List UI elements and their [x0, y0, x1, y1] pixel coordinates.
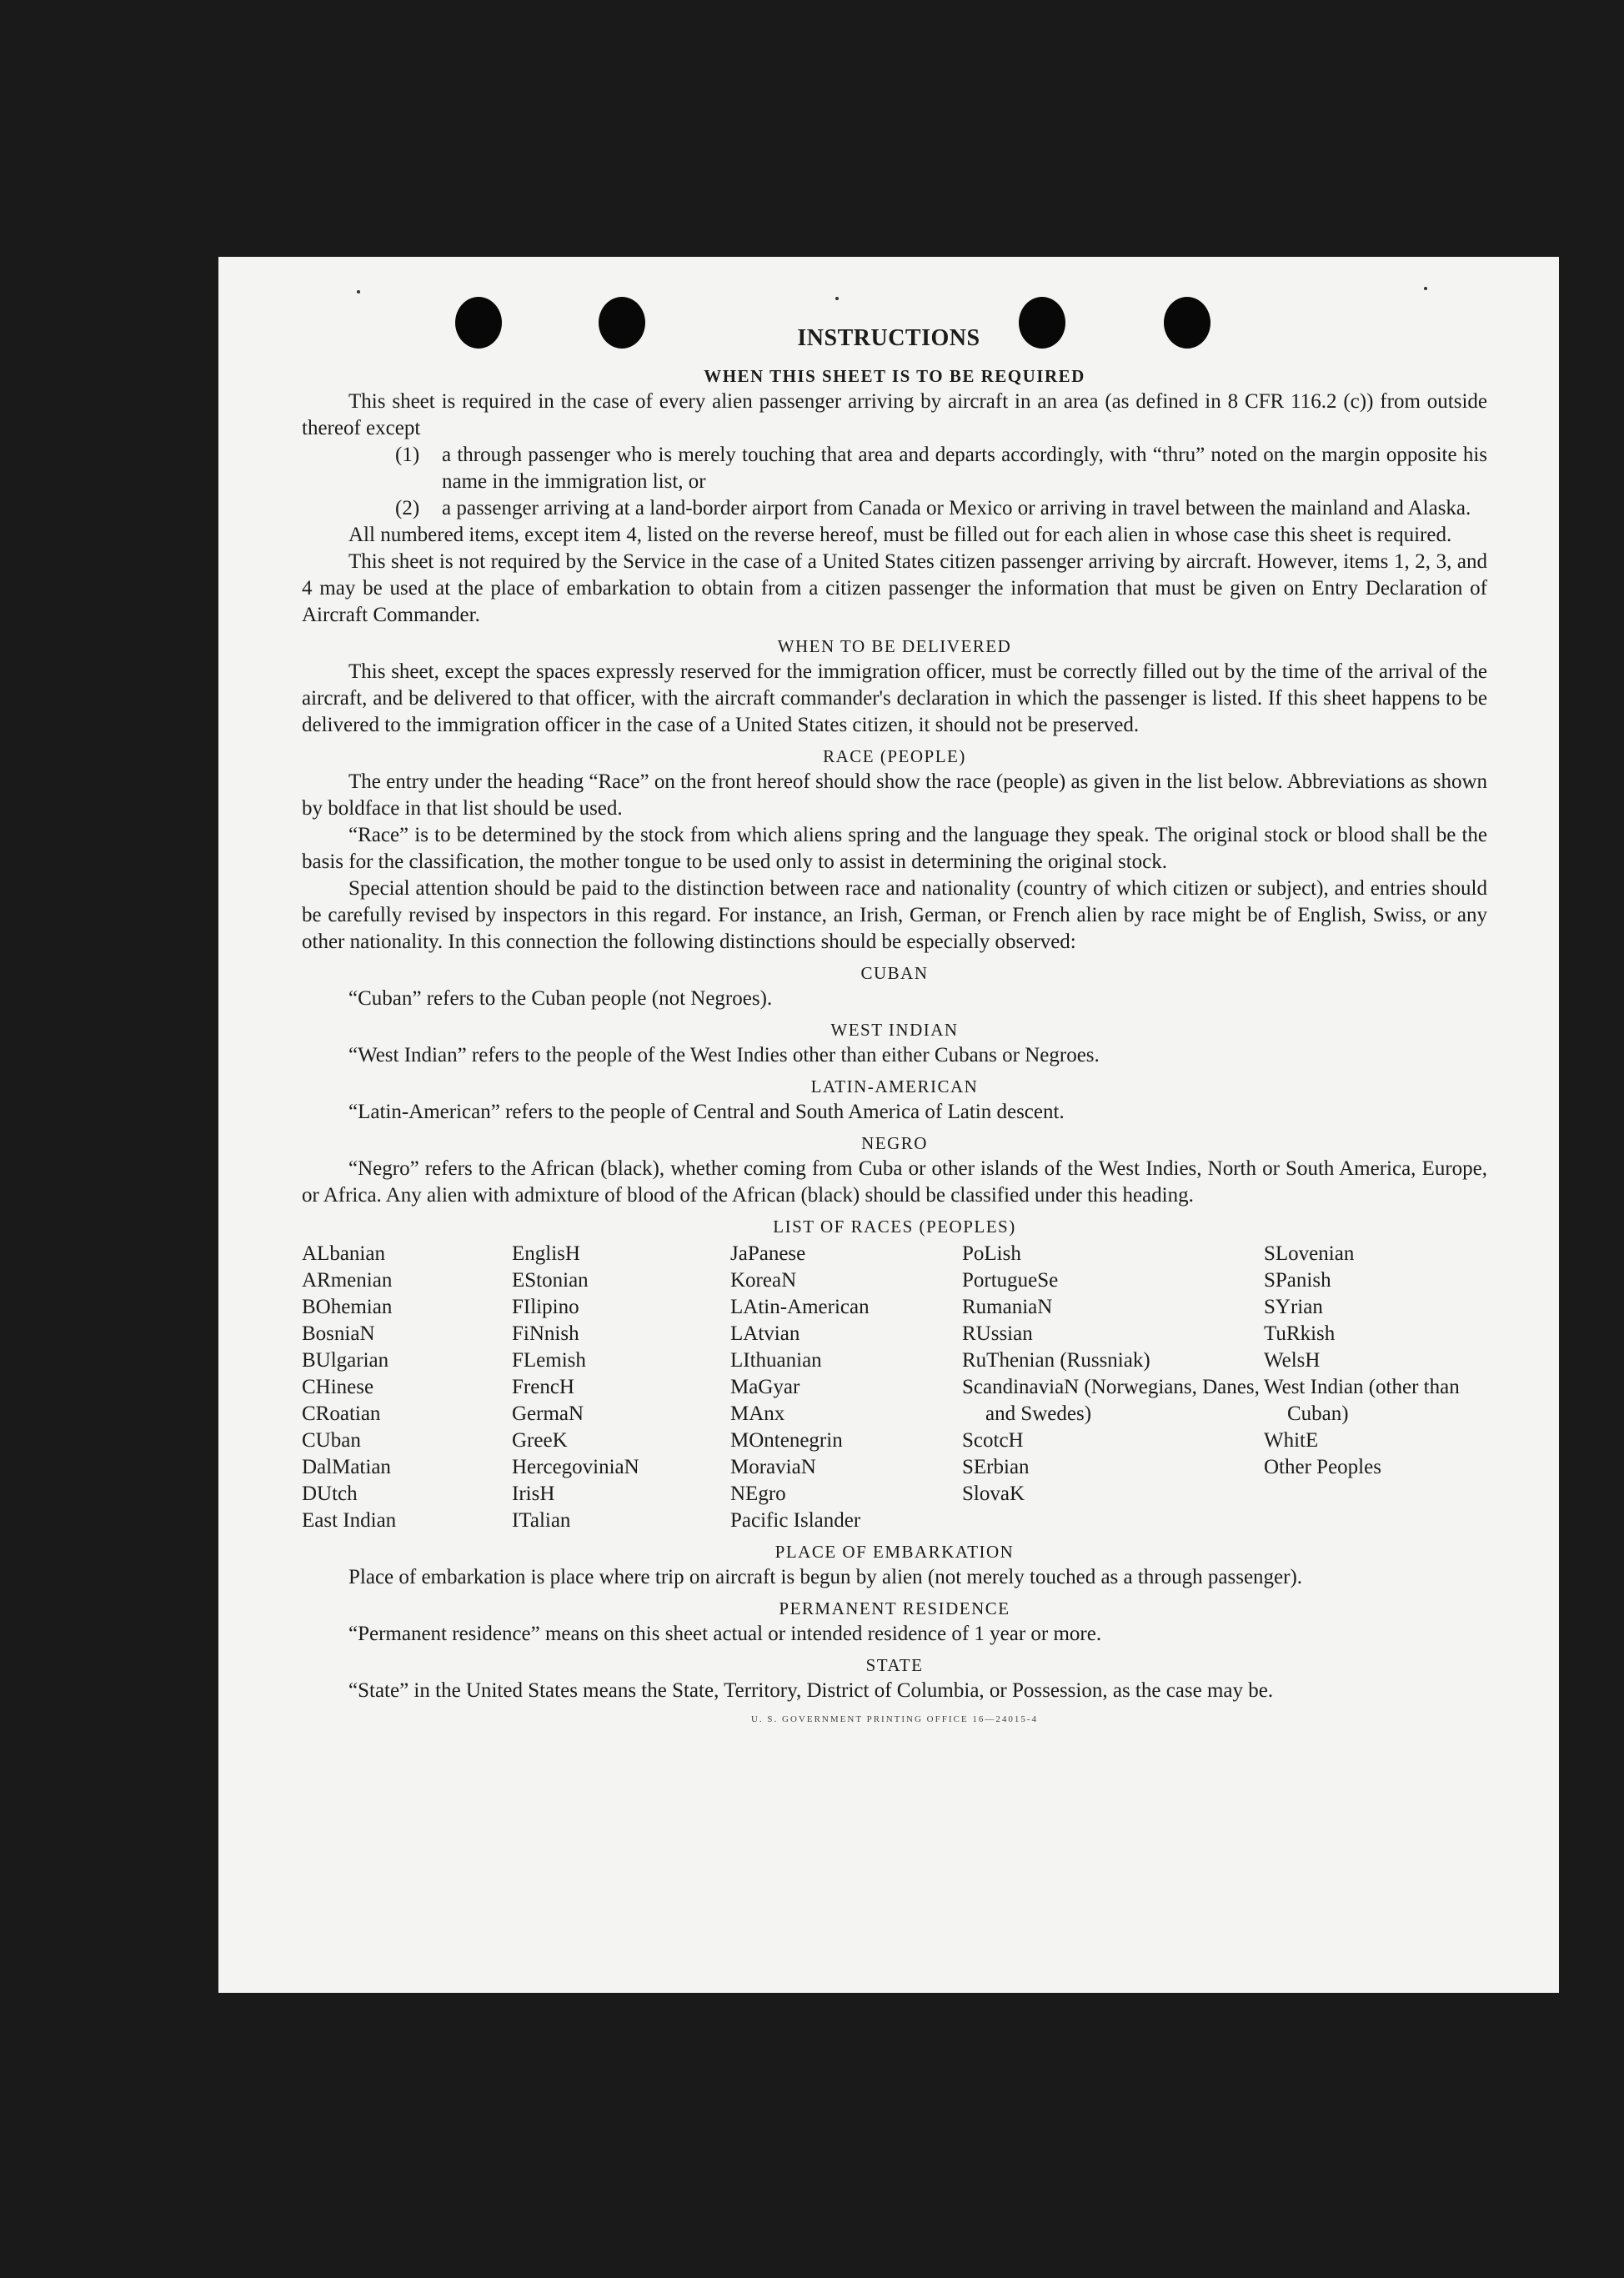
race-entry: DalMatian: [302, 1456, 391, 1478]
race-entry: FrencH: [512, 1376, 574, 1398]
race-entry: IrisH: [512, 1483, 555, 1505]
race-entry: DUtch: [302, 1483, 358, 1505]
paragraph: “Negro” refers to the African (black), whether coming from Cuba or other islands of the West Indies, North or South America, Europe, or Africa. Any alien with admixture of blood of the African (black) should be classified under this heading.: [302, 1157, 1487, 1207]
race-entry: JaPanese: [730, 1242, 806, 1265]
paragraph: “Latin-American” refers to the people of Central and South America of Latin descent.: [348, 1101, 1065, 1123]
race-entry: CRoatian: [302, 1402, 381, 1425]
race-entry: EnglisH: [512, 1242, 580, 1265]
paragraph: Place of embarkation is place where trip on aircraft is begun by alien (not merely touched as a through passenger).: [348, 1566, 1303, 1588]
race-entry: SLovenian: [1264, 1242, 1355, 1265]
speck: [835, 297, 839, 300]
race-entry: LIthuanian: [730, 1349, 822, 1372]
section-heading-delivered: WHEN TO BE DELIVERED: [777, 636, 1012, 656]
race-entry: ScotcH: [962, 1429, 1024, 1452]
race-entry: ALbanian: [302, 1242, 385, 1265]
paragraph: “West Indian” refers to the people of the West Indies other than either Cubans or Negroes.: [348, 1044, 1100, 1066]
race-entry: MAnx: [730, 1402, 785, 1425]
race-entry: MoraviaN: [730, 1456, 816, 1478]
paragraph: Special attention should be paid to the distinction between race and nationality (country of which citizen or subject), and entries should be carefully revised by inspectors in this regard. For instance, an Irish, German, or French alien by race might be of English, Swiss, or any other nationality. In this connection the following distinctions should be especially observed:: [302, 877, 1487, 953]
race-entry: Other Peoples: [1264, 1456, 1381, 1478]
section-heading-negro: NEGRO: [861, 1133, 928, 1153]
item-number: (2): [395, 497, 420, 519]
speck: [1424, 287, 1427, 290]
paragraph: This sheet, except the spaces expressly reserved for the immigration officer, must be correctly filled out by the time of the arrival of the aircraft, and be delivered to that officer, with the aircraft commander's declaration in which the passenger is listed. If this sheet happens to be delivered to the immigration officer in the case of a United States citizen, it should not be preserved.: [302, 660, 1487, 736]
race-entry: SPanish: [1264, 1269, 1331, 1292]
speck: [357, 290, 360, 294]
race-entry: BUlgarian: [302, 1349, 389, 1372]
item-number: (1): [395, 444, 420, 466]
races-column: [962, 1241, 1264, 1534]
race-entry: SlovaK: [962, 1483, 1025, 1505]
race-entry: LAtvian: [730, 1322, 800, 1345]
race-entry: RuThenian (Russniak): [962, 1349, 1150, 1372]
paragraph: All numbered items, except item 4, listed on the reverse hereof, must be filled out for each alien in whose case this sheet is required.: [348, 524, 1452, 546]
race-entry: FLemish: [512, 1349, 586, 1372]
paragraph: This sheet is not required by the Service in the case of a United States citizen passenger arriving by aircraft. However, items 1, 2, 3, and 4 may be used at the place of embarkation to obtain from a citizen passenger the information that must be given on Entry Declaration of Aircraft Commander.: [302, 550, 1487, 626]
races-column: [730, 1241, 962, 1534]
race-entry: FIlipino: [512, 1296, 579, 1318]
paragraph: This sheet is required in the case of every alien passenger arriving by aircraft in an area (as defined in 8 CFR 116.2 (c)) from outside thereof except: [302, 390, 1487, 439]
race-entry: SYrian: [1264, 1296, 1323, 1318]
race-entry: EStonian: [512, 1269, 589, 1292]
races-list: [302, 1241, 1487, 1534]
page-title: INSTRUCTIONS: [797, 325, 980, 351]
section-heading-required: WHEN THIS SHEET IS TO BE REQUIRED: [704, 366, 1085, 386]
section-heading-latin-american: LATIN-AMERICAN: [810, 1076, 979, 1096]
race-entry: LAtin-American: [730, 1296, 870, 1318]
instructions-body: [302, 359, 1487, 1726]
race-entry: ITalian: [512, 1509, 571, 1532]
races-column: [512, 1241, 730, 1534]
race-entry: East Indian: [302, 1509, 397, 1532]
race-entry: RumaniaN: [962, 1296, 1053, 1318]
race-entry: BosniaN: [302, 1322, 375, 1345]
section-heading-races-list: LIST OF RACES (PEOPLES): [773, 1217, 1016, 1237]
race-entry: FiNnish: [512, 1322, 579, 1345]
paragraph: The entry under the heading “Race” on the front hereof should show the race (people) as given in the list below. Abbreviations as shown by boldface in that list should be used.: [302, 770, 1487, 820]
race-entry: CHinese: [302, 1376, 374, 1398]
race-entry: Pacific Islander: [730, 1509, 861, 1532]
race-entry: PortugueSe: [962, 1269, 1059, 1292]
section-heading-residence: PERMANENT RESIDENCE: [779, 1598, 1010, 1618]
race-entry: TuRkish: [1264, 1322, 1336, 1345]
paragraph: “State” in the United States means the State, Territory, District of Columbia, or Possession, as the case may be.: [348, 1679, 1274, 1702]
section-heading-west-indian: WEST INDIAN: [830, 1020, 959, 1040]
race-entry: KoreaN: [730, 1269, 797, 1292]
item-text: a through passenger who is merely touching that area and departs accordingly, with “thru” noted on the margin opposite his name in the immigration list, or: [442, 444, 1487, 493]
race-entry: WelsH: [1264, 1349, 1321, 1372]
numbered-item: [395, 442, 1487, 495]
printing-office-footer: U. S. GOVERNMENT PRINTING OFFICE 16—24015-4: [750, 1714, 1038, 1724]
section-heading-embarkation: PLACE OF EMBARKATION: [774, 1542, 1015, 1562]
race-entry: GermaN: [512, 1402, 584, 1425]
race-entry: SErbian: [962, 1456, 1030, 1478]
race-entry: MaGyar: [730, 1376, 800, 1398]
race-entry: PoLish: [962, 1242, 1021, 1265]
race-entry: BOhemian: [302, 1296, 393, 1318]
document-page: [218, 257, 1559, 1993]
race-entry: HercegoviniaN: [512, 1456, 639, 1478]
numbered-item: [395, 495, 1487, 522]
section-heading-cuban: CUBAN: [860, 963, 929, 983]
paragraph: “Race” is to be determined by the stock from which aliens spring and the language they speak. The original stock or blood shall be the basis for the classification, the mother tongue to be used only to assist in determining the original stock.: [302, 824, 1487, 873]
race-entry: WhitE: [1264, 1429, 1319, 1452]
races-column: [302, 1241, 512, 1534]
race-entry: GreeK: [512, 1429, 568, 1452]
race-entry: MOntenegrin: [730, 1429, 843, 1452]
race-entry: CUban: [302, 1429, 361, 1452]
race-entry: ScandinaviaN (Norwegians, Danes, and Swedes): [962, 1376, 1260, 1425]
section-heading-race: RACE (PEOPLE): [823, 746, 966, 766]
paragraph: “Cuban” refers to the Cuban people (not Negroes).: [348, 987, 773, 1010]
race-entry: NEgro: [730, 1483, 786, 1505]
paragraph: “Permanent residence” means on this sheet actual or intended residence of 1 year or more.: [348, 1623, 1102, 1645]
race-entry: ARmenian: [302, 1269, 393, 1292]
race-entry: RUssian: [962, 1322, 1033, 1345]
races-column: [1264, 1241, 1487, 1534]
race-entry: West Indian (other than Cuban): [1264, 1376, 1460, 1425]
item-text: a passenger arriving at a land-border airport from Canada or Mexico or arriving in travel between the mainland and Alaska.: [442, 497, 1471, 519]
section-heading-state: STATE: [865, 1655, 924, 1675]
